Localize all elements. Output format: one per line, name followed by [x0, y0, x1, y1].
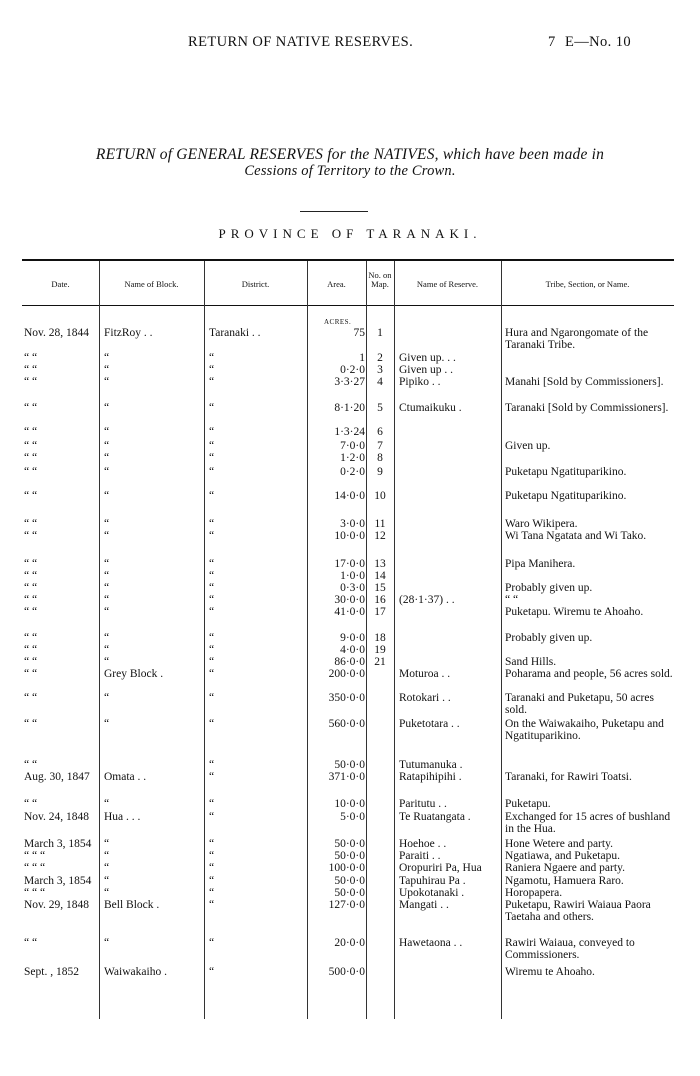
- row-tribe: Wi Tana Ngatata and Wi Tako.: [505, 530, 647, 542]
- row-block-name: “: [104, 875, 110, 887]
- row-area: 1: [359, 352, 365, 364]
- row-block-name: “: [104, 798, 110, 810]
- row-reserve-name: Given up . .: [399, 364, 453, 376]
- row-date: “ “: [24, 466, 38, 478]
- row-reserve-name: Paraiti . .: [399, 850, 441, 862]
- row-district: “: [209, 364, 215, 376]
- row-area: 4·0·0: [340, 644, 365, 656]
- row-district: “: [209, 862, 215, 874]
- row-map-number: 18: [374, 632, 386, 644]
- row-block-name: “: [104, 466, 110, 478]
- row-district: “: [209, 692, 215, 704]
- title-line-1: RETURN of GENERAL RESERVES for the NATIVES, which have been made in: [95, 146, 605, 163]
- row-area: 1·3·24: [334, 426, 365, 438]
- row-district: “: [209, 558, 215, 570]
- row-reserve-name: Upokotanaki .: [399, 887, 465, 899]
- row-district: “: [209, 490, 215, 502]
- table-top-rule: [22, 259, 674, 261]
- row-date: “ “: [24, 530, 38, 542]
- row-tribe: Hone Wetere and party.: [505, 838, 613, 850]
- row-block-name: “: [104, 632, 110, 644]
- row-reserve-name: Ctumaikuku .: [399, 402, 462, 414]
- row-map-number: 7: [377, 440, 383, 452]
- row-block-name: “: [104, 490, 110, 502]
- row-date: Sept. , 1852: [24, 966, 79, 978]
- row-tribe: Probably given up.: [505, 632, 593, 644]
- row-tribe: Exchanged for 15 acres of bushland in the Hua.: [505, 811, 671, 835]
- row-tribe: Ngamotu, Hamuera Raro.: [505, 875, 624, 887]
- row-block-name: “: [104, 364, 110, 376]
- column-divider: [501, 261, 502, 1019]
- row-district: “: [209, 875, 215, 887]
- row-date: “ “: [24, 402, 38, 414]
- row-area: 350·0·0: [328, 692, 365, 704]
- row-district: “: [209, 582, 215, 594]
- row-district: “: [209, 570, 215, 582]
- row-map-number: 12: [374, 530, 386, 542]
- row-block-name: “: [104, 606, 110, 618]
- row-date: Nov. 29, 1848: [24, 899, 90, 911]
- column-header-block: Name of Block.: [124, 279, 179, 289]
- document-reference: E—No. 10: [565, 34, 632, 50]
- row-date: “ “: [24, 490, 38, 502]
- row-block-name: “: [104, 352, 110, 364]
- row-tribe: Puketapu. Wiremu te Ahoaho.: [505, 606, 644, 618]
- row-date: “ “: [24, 718, 38, 730]
- row-tribe: Given up.: [505, 440, 551, 452]
- row-tribe: Probably given up.: [505, 582, 593, 594]
- row-date: “ “ “: [24, 887, 46, 899]
- row-block-name: “: [104, 518, 110, 530]
- row-district: “: [209, 352, 215, 364]
- row-block-name: “: [104, 426, 110, 438]
- row-tribe: Hura and Ngarongomate of the Taranaki Tribe.: [505, 327, 649, 351]
- row-district: “: [209, 452, 215, 464]
- row-reserve-name: Given up. . .: [399, 352, 456, 364]
- row-map-number: 1: [377, 327, 383, 339]
- row-area: 0·2·0: [340, 466, 365, 478]
- row-date: “ “: [24, 644, 38, 656]
- page-number: 7: [548, 34, 556, 50]
- document-title: [30, 146, 670, 180]
- column-header-tribe: Tribe, Section, or Name.: [545, 279, 630, 289]
- row-district: “: [209, 632, 215, 644]
- row-tribe: Waro Wikipera.: [505, 518, 578, 530]
- row-tribe: “ “: [505, 594, 519, 606]
- row-date: March 3, 1854: [24, 875, 92, 887]
- row-map-number: 10: [374, 490, 386, 502]
- row-reserve-name: Mangati . .: [399, 899, 449, 911]
- row-map-number: 2: [377, 352, 383, 364]
- row-district: “: [209, 518, 215, 530]
- row-block-name: “: [104, 594, 110, 606]
- row-tribe: Puketapu Ngatituparikino.: [505, 466, 627, 478]
- row-map-number: 11: [374, 518, 386, 530]
- row-district: “: [209, 606, 215, 618]
- row-tribe: Wiremu te Ahoaho.: [505, 966, 595, 978]
- row-date: “ “: [24, 518, 38, 530]
- row-area: 1·0·0: [340, 570, 365, 582]
- row-district: “: [209, 798, 215, 810]
- row-district: “: [209, 937, 215, 949]
- row-date: “ “: [24, 668, 38, 680]
- row-block-name: “: [104, 850, 110, 862]
- row-block-name: “: [104, 887, 110, 899]
- row-area: 50·0·0: [334, 887, 365, 899]
- row-district: “: [209, 644, 215, 656]
- row-block-name: FitzRoy . .: [104, 327, 153, 339]
- row-area: 14·0·0: [334, 490, 365, 502]
- row-reserve-name: Hoehoe . .: [399, 838, 447, 850]
- row-block-name: Hua . . .: [104, 811, 141, 823]
- row-district: “: [209, 668, 215, 680]
- row-block-name: Bell Block .: [104, 899, 160, 911]
- row-map-number: 8: [377, 452, 383, 464]
- title-line-2: Cessions of Territory to the Crown.: [244, 163, 456, 179]
- row-map-number: 9: [377, 466, 383, 478]
- row-date: “ “: [24, 558, 38, 570]
- row-district: “: [209, 426, 215, 438]
- row-area: 7·0·0: [340, 440, 365, 452]
- area-unit-label: ACRES.: [324, 318, 352, 326]
- row-area: 371·0·0: [328, 771, 365, 783]
- row-map-number: 14: [374, 570, 386, 582]
- row-reserve-name: Moturoa . .: [399, 668, 451, 680]
- row-block-name: “: [104, 570, 110, 582]
- row-tribe: Puketapu, Rawiri Waiaua Paora Taetaha and others.: [505, 899, 651, 923]
- row-area: 0·3·0: [340, 582, 365, 594]
- row-area: 86·0·0: [334, 656, 365, 668]
- row-map-number: 16: [374, 594, 386, 606]
- row-tribe: Raniera Ngaere and party.: [505, 862, 625, 874]
- row-date: “ “: [24, 632, 38, 644]
- row-block-name: “: [104, 376, 110, 388]
- row-district: “: [209, 466, 215, 478]
- row-tribe: On the Waiwakaiho, Puketapu and Ngatituparikino.: [505, 718, 664, 742]
- row-area: 50·0·0: [334, 850, 365, 862]
- row-date: “ “: [24, 937, 38, 949]
- row-date: Nov. 28, 1844: [24, 327, 90, 339]
- row-tribe: Rawiri Waiaua, conveyed to Commissioners.: [505, 937, 635, 961]
- row-district: “: [209, 656, 215, 668]
- column-divider: [394, 261, 395, 1019]
- row-block-name: “: [104, 838, 110, 850]
- row-block-name: “: [104, 440, 110, 452]
- row-reserve-name: Oropuriri Pa, Hua: [399, 862, 482, 874]
- row-area: 50·0·0: [334, 875, 365, 887]
- row-reserve-name: Te Ruatangata .: [399, 811, 471, 823]
- row-district: “: [209, 771, 215, 783]
- row-date: “ “ “: [24, 862, 46, 874]
- row-reserve-name: Hawetaona . .: [399, 937, 463, 949]
- row-district: “: [209, 759, 215, 771]
- row-tribe: Taranaki, for Rawiri Toatsi.: [505, 771, 632, 783]
- row-district: “: [209, 402, 215, 414]
- row-area: 3·0·0: [340, 518, 365, 530]
- row-area: 200·0·0: [328, 668, 365, 680]
- row-map-number: 13: [374, 558, 386, 570]
- row-district: “: [209, 899, 215, 911]
- row-date: “ “: [24, 570, 38, 582]
- row-map-number: 6: [377, 426, 383, 438]
- row-area: 560·0·0: [328, 718, 365, 730]
- row-map-number: 17: [374, 606, 386, 618]
- row-date: “ “ “: [24, 850, 46, 862]
- row-date: “ “: [24, 606, 38, 618]
- row-block-name: “: [104, 656, 110, 668]
- row-map-number: 15: [374, 582, 386, 594]
- row-area: 10·0·0: [334, 530, 365, 542]
- row-area: 5·0·0: [340, 811, 365, 823]
- row-block-name: “: [104, 558, 110, 570]
- row-district: “: [209, 887, 215, 899]
- row-area: 127·0·0: [328, 899, 365, 911]
- row-block-name: “: [104, 937, 110, 949]
- row-date: Nov. 24, 1848: [24, 811, 90, 823]
- row-date: “ “: [24, 426, 38, 438]
- row-date: “ “: [24, 376, 38, 388]
- row-district: “: [209, 850, 215, 862]
- column-header-map: No. on Map.: [368, 270, 392, 289]
- row-map-number: 21: [374, 656, 386, 668]
- row-tribe: Taranaki [Sold by Commissioners].: [505, 402, 669, 414]
- row-area: 50·0·0: [334, 759, 365, 771]
- row-block-name: “: [104, 644, 110, 656]
- row-tribe: Sand Hills.: [505, 656, 557, 668]
- row-block-name: “: [104, 530, 110, 542]
- row-map-number: 5: [377, 402, 383, 414]
- row-area: 3·3·27: [334, 376, 365, 388]
- row-tribe: Taranaki and Puketapu, 50 acres sold.: [505, 692, 654, 716]
- row-tribe: Poharama and people, 56 acres sold.: [505, 668, 673, 680]
- header-title: RETURN OF NATIVE RESERVES.: [188, 34, 414, 50]
- row-block-name: “: [104, 402, 110, 414]
- row-block-name: Waiwakaiho .: [104, 966, 167, 978]
- row-reserve-name: Pipiko . .: [399, 376, 441, 388]
- row-area: 17·0·0: [334, 558, 365, 570]
- column-header-district: District.: [241, 279, 270, 289]
- row-area: 41·0·0: [334, 606, 365, 618]
- row-district: “: [209, 838, 215, 850]
- row-reserve-name: Tutumanuka .: [399, 759, 463, 771]
- row-district: “: [209, 376, 215, 388]
- row-district: “: [209, 530, 215, 542]
- row-reserve-name: Rotokari . .: [399, 692, 451, 704]
- row-block-name: Grey Block .: [104, 668, 164, 680]
- row-area: 500·0·0: [328, 966, 365, 978]
- row-date: “ “: [24, 656, 38, 668]
- row-district: “: [209, 966, 215, 978]
- row-area: 75: [353, 327, 365, 339]
- column-header-date: Date.: [51, 279, 70, 289]
- row-district: “: [209, 811, 215, 823]
- row-date: “ “: [24, 364, 38, 376]
- row-map-number: 19: [374, 644, 386, 656]
- row-area: 100·0·0: [328, 862, 365, 874]
- row-area: 8·1·20: [334, 402, 365, 414]
- row-date: “ “: [24, 798, 38, 810]
- column-divider: [204, 261, 205, 1019]
- column-header-area: Area.: [327, 279, 346, 289]
- province-heading: PROVINCE OF TARANAKI.: [218, 226, 482, 241]
- column-header-reserve: Name of Reserve.: [416, 279, 479, 289]
- row-area: 0·2·0: [340, 364, 365, 376]
- row-tribe: Puketapu Ngatituparikino.: [505, 490, 627, 502]
- row-tribe: Manahi [Sold by Commissioners].: [505, 376, 664, 388]
- row-map-number: 4: [377, 376, 383, 388]
- row-block-name: “: [104, 862, 110, 874]
- row-area: 30·0·0: [334, 594, 365, 606]
- row-district: Taranaki . .: [209, 327, 261, 339]
- row-area: 20·0·0: [334, 937, 365, 949]
- row-date: “ “: [24, 594, 38, 606]
- row-block-name: “: [104, 718, 110, 730]
- row-reserve-name: (28·1·37) . .: [399, 594, 455, 606]
- row-date: “ “: [24, 692, 38, 704]
- row-area: 50·0·0: [334, 838, 365, 850]
- row-date: “ “: [24, 440, 38, 452]
- row-block-name: “: [104, 452, 110, 464]
- row-block-name: “: [104, 582, 110, 594]
- table-header-rule: [22, 305, 674, 306]
- row-reserve-name: Ratapihipihi .: [399, 771, 462, 783]
- column-divider: [99, 261, 100, 1019]
- title-divider: [300, 211, 368, 212]
- row-tribe: Puketapu.: [505, 798, 551, 810]
- row-date: March 3, 1854: [24, 838, 92, 850]
- running-header: [0, 34, 700, 52]
- row-tribe: Pipa Manihera.: [505, 558, 576, 570]
- row-date: “ “: [24, 582, 38, 594]
- row-tribe: Ngatiawa, and Puketapu.: [505, 850, 620, 862]
- row-area: 1·2·0: [340, 452, 365, 464]
- row-date: “ “: [24, 352, 38, 364]
- row-map-number: 3: [377, 364, 383, 376]
- row-district: “: [209, 718, 215, 730]
- row-block-name: Omata . .: [104, 771, 147, 783]
- row-reserve-name: Puketotara . .: [399, 718, 460, 730]
- row-block-name: “: [104, 692, 110, 704]
- row-date: Aug. 30, 1847: [24, 771, 90, 783]
- row-date: “ “: [24, 759, 38, 771]
- row-area: 10·0·0: [334, 798, 365, 810]
- row-district: “: [209, 440, 215, 452]
- row-area: 9·0·0: [340, 632, 365, 644]
- row-district: “: [209, 594, 215, 606]
- row-reserve-name: Paritutu . .: [399, 798, 447, 810]
- row-tribe: Horopapera.: [505, 887, 563, 899]
- row-date: “ “: [24, 452, 38, 464]
- row-reserve-name: Tapuhirau Pa .: [399, 875, 466, 887]
